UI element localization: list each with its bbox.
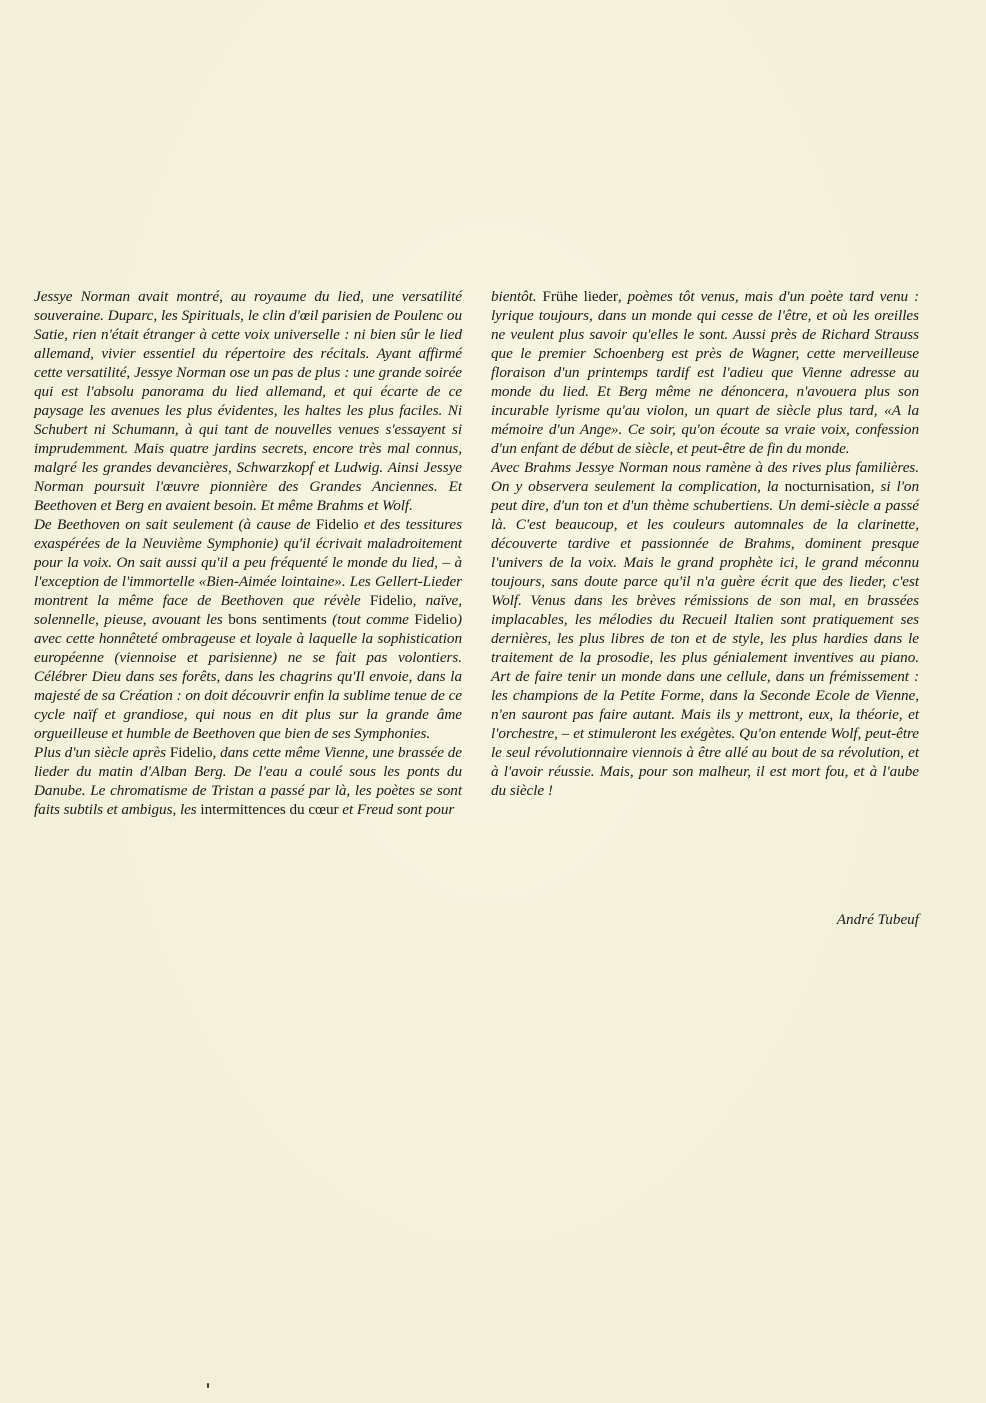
text-run: , dans cette même Vienne, une brassée de lieder du matin d'Alban Berg. De l'eau a coulé sous les ponts du Danube. Le chromatisme de Tristan a passé par là, les poètes se sont faits subtils et ambigus, les (34, 744, 462, 818)
paragraph-brahms-wolf (491, 458, 919, 800)
work-title-fidelio: Fidelio (414, 611, 458, 628)
text-run: et Freud sont pour (338, 801, 455, 818)
paragraph-berg (34, 743, 462, 819)
paper-speck (207, 1383, 209, 1388)
text-run: De Beethoven on sait seulement (à cause de (34, 516, 316, 533)
quoted-phrase: nocturnisation (784, 478, 871, 495)
text-run: ) avec cette honnêteté ombrageuse et loyale à laquelle la sophistication européenne (viennoise et parisienne) ne se fait pas volontiers. Célébrer Dieu dans ses forêts, dans les chagrins qu'Il envoie, dans la majesté de sa Création : on doit découvrir enfin la sublime tenue de ce cycle naïf et grandiose, qui nous en dit plus sur la grande âme orgueilleuse et humble de Beethoven que bien de ses Symphonies. (34, 611, 463, 742)
paragraph-intro (34, 287, 462, 515)
text-run: , si l'on peut dire, d'un ton et d'un thème schubertiens. Un demi-siècle a passé là. C'est beaucoup, et les couleurs automnales de la clarinette, découverte tardive et passionnée de Brahms, dominent presque l'univers de la voix. Mais le grand prophète ici, le grand méconnu toujours, sans doute parce qu'il n'a guère écrit que des lieder, c'est Wolf. Venus dans les brèves rémissions de son mal, en brassées implacables, les mélodies du Recueil Italien sont pratiquement ses dernières, les plus libres de ton et de style, les plus hardies dans le traitement de la prosodie, les plus génialement inventives au piano. Art de faire tenir un monde dans une cellule, dans un frémissement : les champions de la Petite Forme, dans la Seconde Ecole de Vienne, n'en sauront pas faire autant. Mais ils y mettront, eux, la théorie, et l'orchestre, – et stimuleront les exégètes. Qu'on entende Wolf, peut-être le seul révolutionnaire viennois à être allé au bout de sa révolution, et à l'avoir réussie. Mais, pour son malheur, il est mort fou, et à l'aube du siècle ! (491, 478, 919, 799)
text-run: et des tessitures exaspérées de la Neuvième Symphonie) qu'il écrivait maladroitement pour la voix. On sait aussi qu'il a peu fréquenté le monde du lied, – à l'exception de l'immortelle «Bien-Aimée lointaine». Les Gellert-Lieder montrent la même face de Beethoven que révèle (34, 516, 462, 609)
paragraph-intro-text: Jessye Norman avait montré, au royaume du lied, une versatilité souveraine. Duparc, les Spirituals, le clin d'œil parisien de Poulenc ou Satie, rien n'était étranger à cette voix universelle : ni bien sûr le lied allemand, vivier essentiel du répertoire des récitals. Ayant affirmé cette versatilité, Jessye Norman ose un pas de plus : une grande soirée qui est l'absolu panorama du lied allemand, et qui écarte de ce paysage les avenues les plus évidentes, les haltes les plus faciles. Ni Schubert ni Schumann, à qui tant de nouvelles venues s'essayent si imprudemment. Mais quatre jardins secrets, encore très mal connus, malgré les grandes devancières, Schwarzkopf et Ludwig. Ainsi Jessye Norman poursuit l'œuvre pionnière des Grandes Anciennes. Et Beethoven et Berg en avaient besoin. Et même Brahms et Wolf. (34, 288, 462, 514)
work-title-fruhe-lieder: Frühe lieder (542, 288, 618, 305)
left-column (34, 287, 462, 819)
quoted-phrase: bons sentiments (228, 611, 327, 628)
text-run: bientôt. (491, 288, 543, 305)
work-title-fidelio: Fidelio (315, 516, 359, 533)
right-column (491, 287, 919, 800)
paragraph-berg-continued (491, 287, 919, 458)
text-run: Plus d'un siècle après (34, 744, 170, 761)
text-run: , poèmes tôt venus, mais d'un poète tard venu : lyrique toujours, dans un monde qui cesse de l'être, et où les oreilles ne veulent plus savoir qu'elles le sont. Aussi près de Richard Strauss que le premier Schoenberg est près de Wagner, cette merveilleuse floraison d'un printemps tardif est l'adieu que Vienne adresse au monde du lied. Et Berg même ne dénoncera, n'avouera plus son incurable lyrisme qu'au violon, un quart de siècle plus tard, «A la mémoire d'un Ange». Ce soir, qu'on écoute sa vraie voix, confession d'un enfant de début de siècle, et peut-être de fin du monde. (491, 288, 920, 457)
text-run: Avec Brahms Jessye Norman nous ramène à des rives plus familières. On y observera seulement la complication, la (491, 459, 919, 495)
work-title-fidelio: Fidelio (169, 744, 213, 761)
work-title-fidelio: Fidelio (369, 592, 413, 609)
author-signature: André Tubeuf (836, 911, 919, 928)
quoted-phrase: intermittences du cœur (200, 801, 339, 818)
text-run: (tout comme (326, 611, 415, 628)
paragraph-beethoven (34, 515, 462, 743)
text-run: , naïve, solennelle, pieuse, avouant les (34, 592, 462, 628)
